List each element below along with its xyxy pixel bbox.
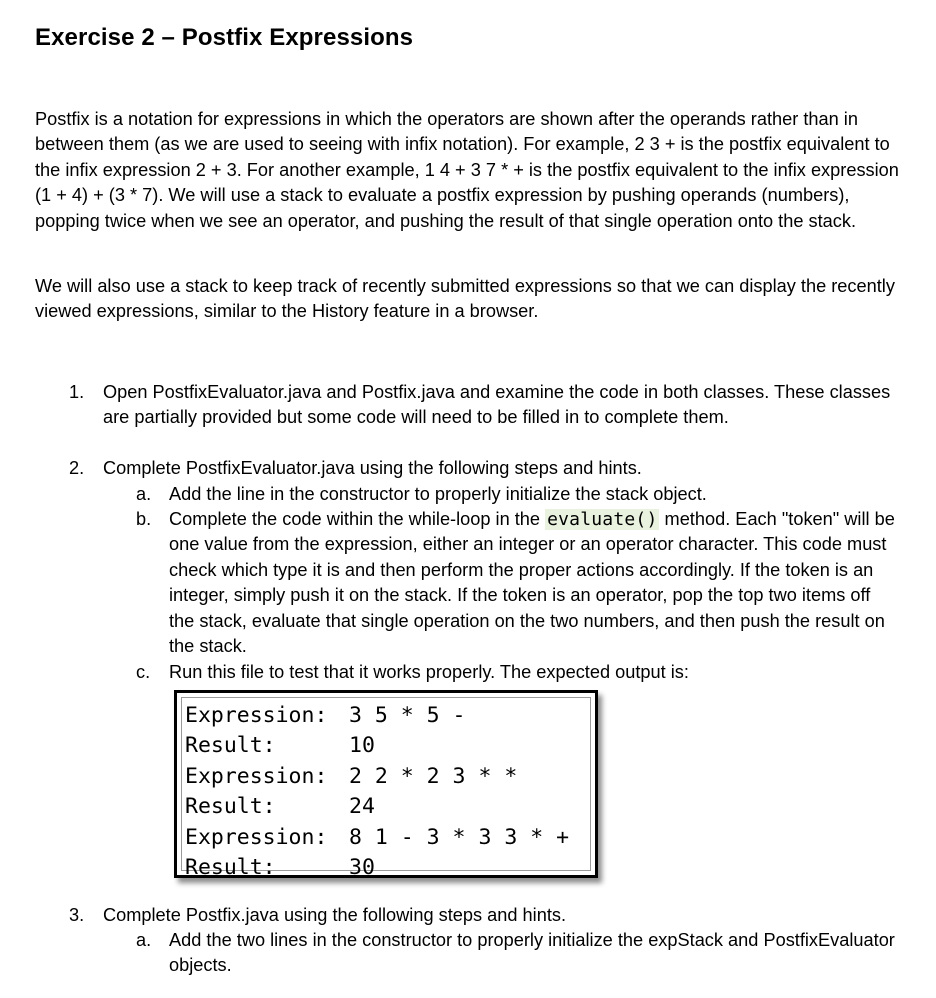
step-text: Complete PostfixEvaluator.java using the following steps and hints. (103, 458, 642, 478)
intro-paragraph-2: We will also use a stack to keep track of recently submitted expressions so that we can display the recently viewed expressions, similar to the History feature in a browser. (35, 276, 895, 322)
console-value: 30 (349, 855, 375, 880)
console-label: Expression: (185, 764, 328, 789)
console-value: 8 1 - 3 * 3 3 * + (349, 825, 570, 850)
substep-letter: a. (136, 484, 152, 504)
console-value: 10 (349, 733, 375, 758)
substep-text-after: method. Each "token" will be one value from the expression, either an integer or an operator character. This code must check which type it is and then perform the proper actions accordingly. If the token is an integer, simply push it on the stack. If the token is an operator, pop the top two items off the stack, evaluate that single operation on the two numbers, and then push the result on the stack. (169, 509, 895, 657)
step-text: Open PostfixEvaluator.java and Postfix.java and examine the code in both classes. These classes are partially provided but some code will need to be filled in to complete them. (103, 382, 891, 428)
console-output (174, 690, 598, 878)
list-item-step-2c (0, 660, 936, 686)
list-item-step-3a (0, 928, 936, 980)
console-label: Result: (185, 733, 276, 758)
console-label: Expression: (185, 703, 328, 728)
page-title: Exercise 2 – Postfix Expressions (35, 24, 414, 51)
substep-text: Run this file to test that it works properly. The expected output is: (169, 662, 689, 682)
step-number: 1. (69, 382, 85, 402)
console-label: Result: (185, 855, 276, 880)
substep-letter: a. (136, 930, 152, 950)
console-value: 2 2 * 2 3 * * (349, 764, 518, 789)
console-label: Expression: (185, 825, 328, 850)
evaluate-method-code: evaluate() (547, 509, 658, 530)
console-line (185, 762, 517, 792)
list-item-step-2a (0, 482, 936, 508)
console-value: 3 5 * 5 - (349, 703, 466, 728)
console-line (185, 823, 569, 853)
console-line (185, 792, 375, 822)
substep-text-before: Complete the code within the while-loop in the (169, 509, 546, 529)
console-line (185, 731, 375, 761)
step-number: 3. (69, 905, 85, 925)
substep-text: Add the line in the constructor to properly initialize the stack object. (169, 484, 707, 504)
substep-text (169, 507, 899, 659)
substep-letter: b. (136, 509, 152, 529)
list-item-step-3 (0, 903, 936, 929)
list-item-step-2 (0, 456, 936, 482)
console-label: Result: (185, 794, 276, 819)
step-text: Complete Postfix.java using the following steps and hints. (103, 905, 567, 925)
substep-letter: c. (136, 662, 151, 682)
list-item-step-1 (0, 380, 936, 460)
list-item-step-2b (0, 507, 936, 662)
console-line (185, 701, 466, 731)
step-number: 2. (69, 458, 85, 478)
intro-paragraph-1: Postfix is a notation for expressions in which the operators are shown after the operands rather than in between them (as we are used to seeing with infix notation). For example, 2 3 + is the postfix equivalent to the infix expression 2 + 3. For another example, 1 4 + 3 7 * + is the postfix equivalent to the infix expression (1 + 4) + (3 * 7). We will use a stack to evaluate a postfix expression by pushing operands (numbers), popping twice when we see an operator, and pushing the result of that single operation onto the stack. (35, 109, 899, 231)
console-line (185, 853, 375, 883)
substep-text: Add the two lines in the constructor to properly initialize the expStack and PostfixEvaluator objects. (169, 930, 895, 976)
console-value: 24 (349, 794, 375, 819)
